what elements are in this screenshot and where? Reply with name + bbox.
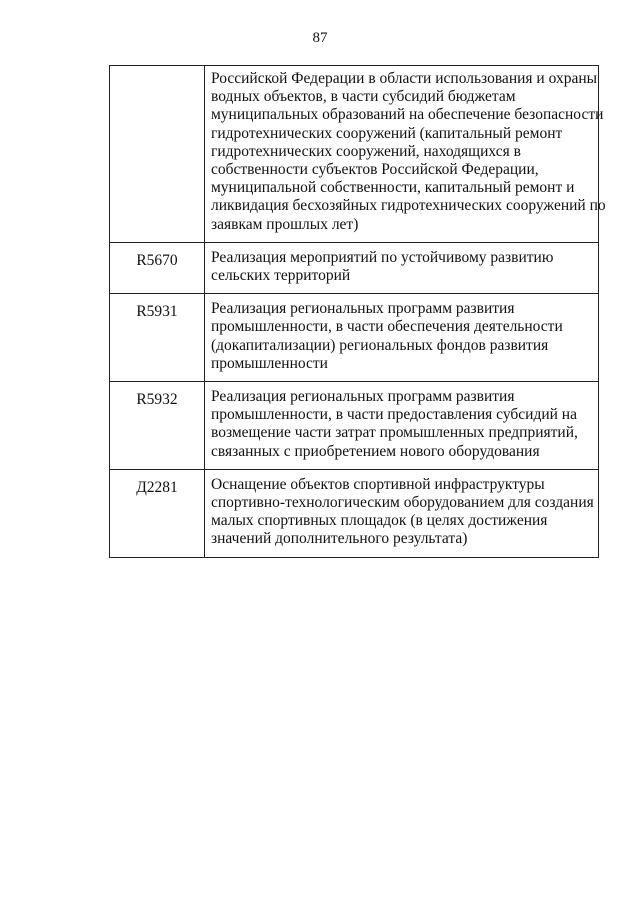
description-line: промышленности: [211, 354, 328, 372]
description-cell: [205, 66, 606, 243]
description-line: муниципальных образований на обеспечение безопасности: [211, 106, 604, 124]
description-cell: [205, 242, 599, 293]
description-line: промышленности, в части обеспечения деятельности: [211, 318, 563, 336]
description-cell: [205, 382, 599, 470]
code-cell: R5670: [110, 242, 205, 293]
description-line: Российской Федерации в области использования и охраны: [211, 70, 598, 87]
description-line: спортивно-технологическим оборудованием для создания: [211, 494, 594, 512]
page-number: 87: [312, 30, 328, 46]
description-line: возмещение части затрат промышленных предприятий,: [211, 424, 578, 442]
description-line: (докапитализации) региональных фондов развития: [211, 336, 549, 354]
description-line: муниципальной собственности, капитальный ремонт и: [211, 179, 575, 197]
description-line: водных объектов, в части субсидий бюджетам: [211, 88, 516, 106]
description-line: малых спортивных площадок (в целях достижения: [211, 512, 548, 530]
table-row: [110, 382, 599, 470]
code-cell: R5932: [110, 382, 205, 470]
description-line: Реализация региональных программ развития: [211, 388, 515, 406]
table-row: [110, 242, 599, 293]
description-line: Оснащение объектов спортивной инфраструктуры: [211, 475, 545, 493]
table-row: [110, 469, 599, 557]
description-line: гидротехнических сооружений (капитальный ремонт: [211, 124, 563, 142]
budget-code-table: [109, 65, 606, 558]
table-row: [110, 294, 599, 382]
code-cell: [110, 66, 205, 243]
description-line: Реализация региональных программ развития: [211, 300, 515, 318]
description-line: собственности субъектов Российской Федерации,: [211, 161, 539, 179]
description-line: связанных с приобретением нового оборудования: [211, 442, 540, 460]
description-line: Реализация мероприятий по устойчивому развитию: [211, 248, 554, 266]
table-row: [110, 66, 599, 243]
code-cell: Д2281: [110, 469, 205, 557]
description-line: значений дополнительного результата): [211, 530, 468, 548]
description-line: заявкам прошлых лет): [211, 215, 359, 233]
description-line: сельских территорий: [211, 267, 351, 285]
description-cell: [205, 469, 599, 557]
description-line: гидротехнических сооружений, находящихся в: [211, 142, 521, 160]
description-line: ликвидация бесхозяйных гидротехнических сооружений по: [211, 197, 606, 215]
description-line: промышленности, в части предоставления субсидий на: [211, 406, 577, 424]
code-cell: R5931: [110, 294, 205, 382]
description-cell: [205, 294, 599, 382]
